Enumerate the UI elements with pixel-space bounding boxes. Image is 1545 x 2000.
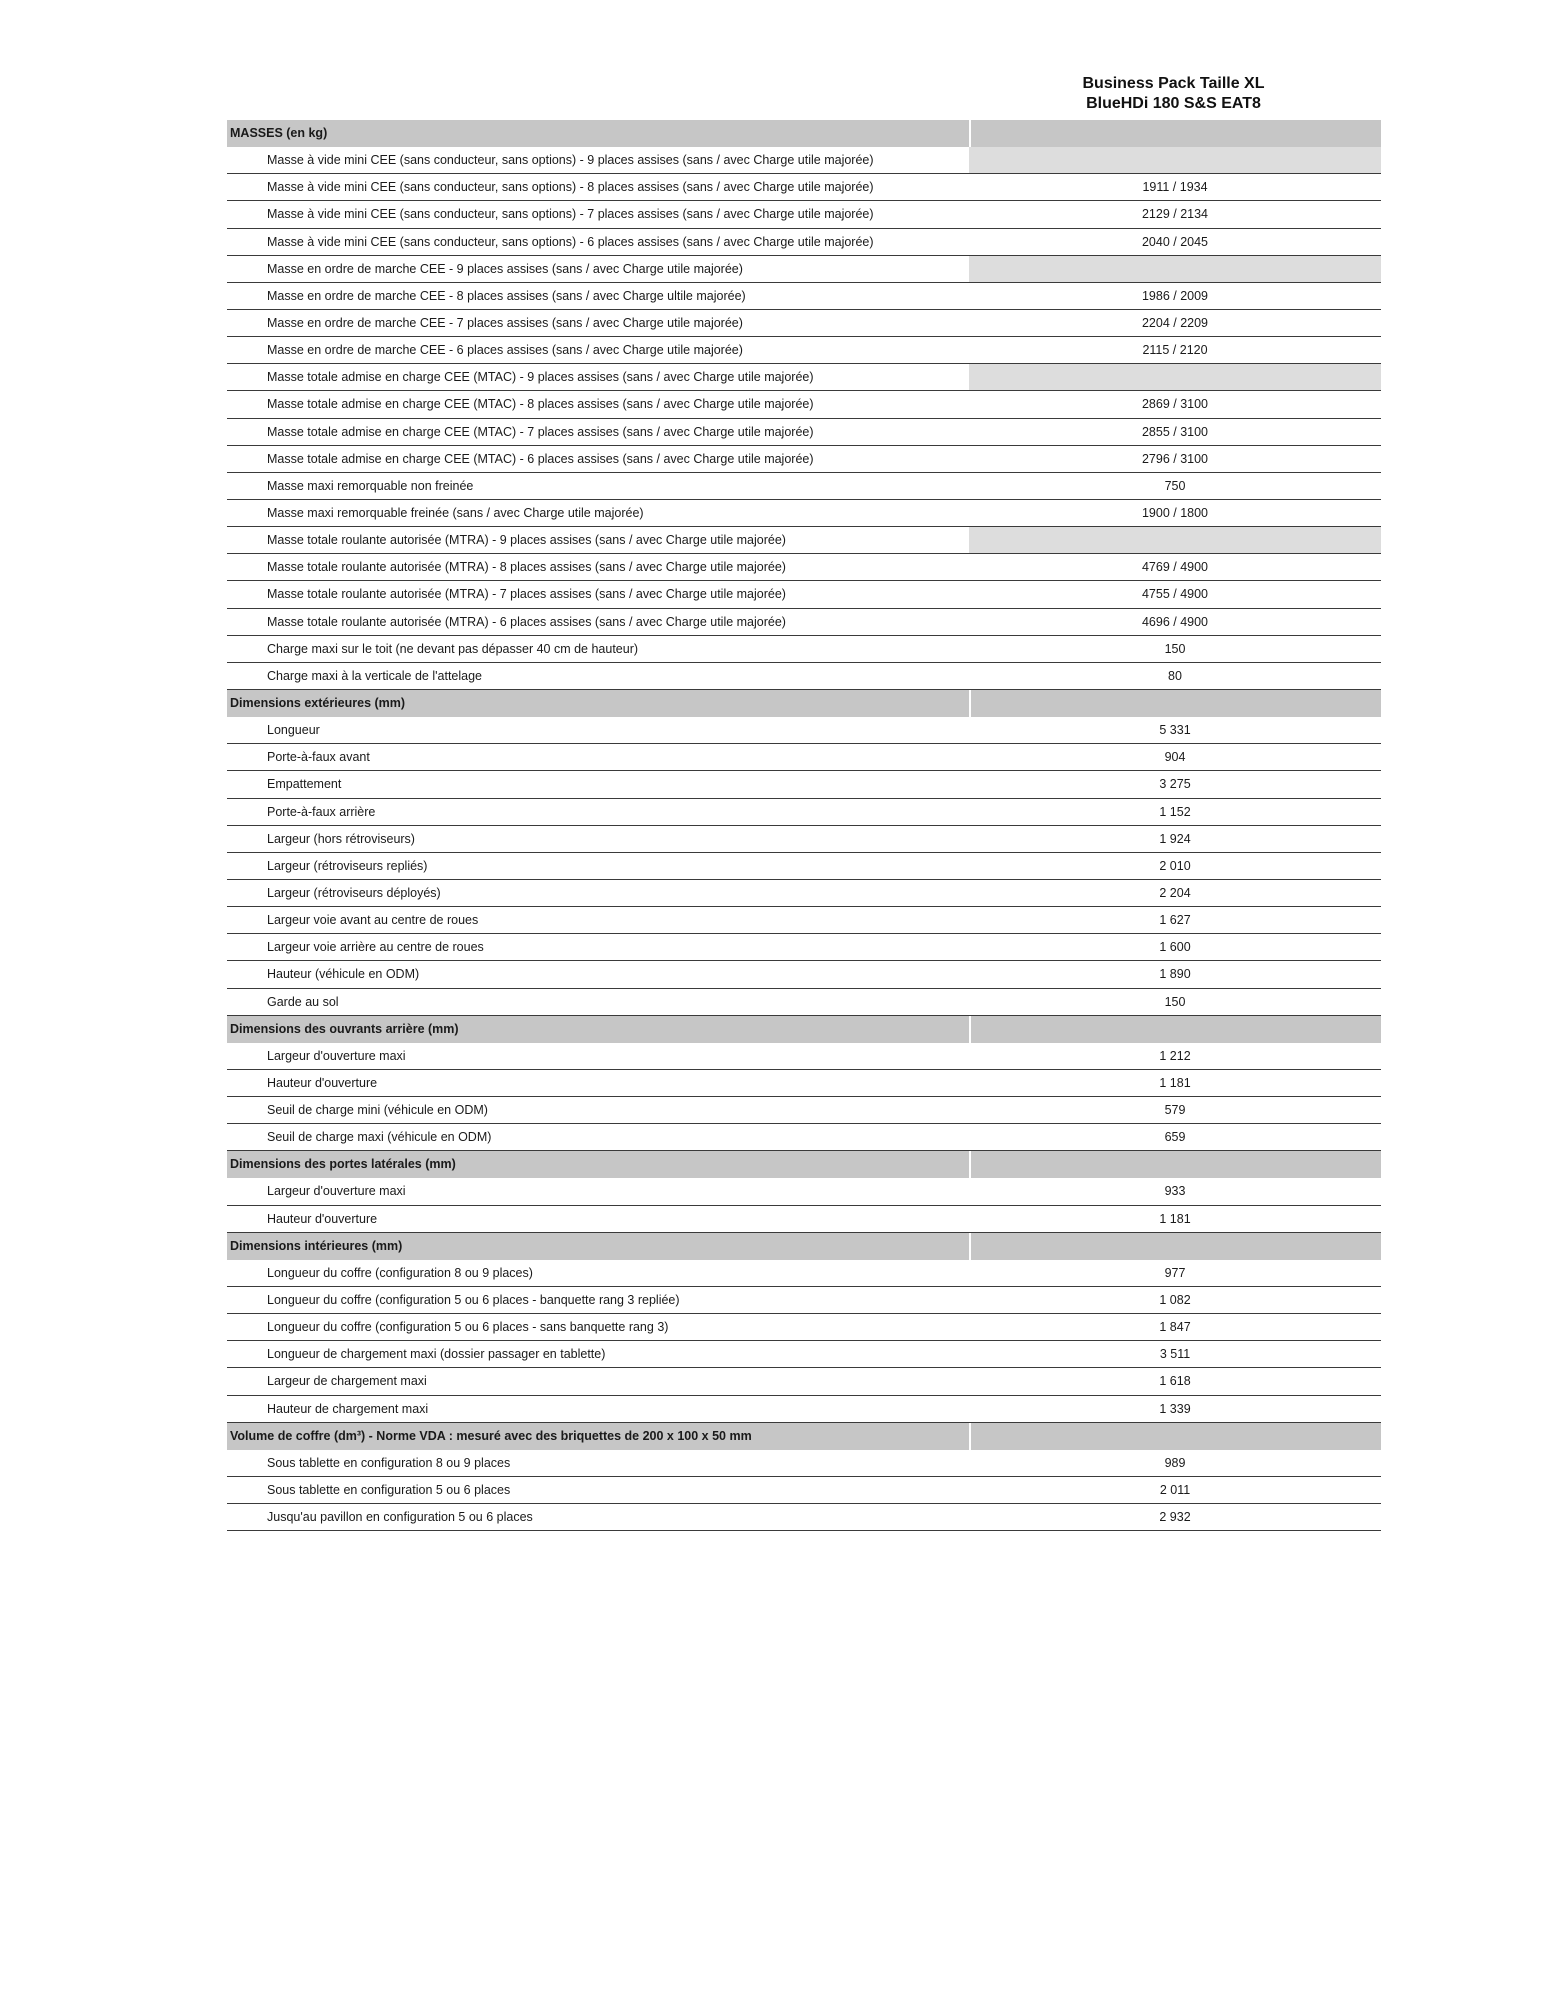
row-value: 2796 / 3100 [1141,451,1209,466]
table-row [227,1124,1381,1151]
section-title: MASSES (en kg) [230,126,328,140]
row-label: Largeur voie arrière au centre de roues [267,940,484,955]
section-header-row [227,1151,1381,1178]
row-value: 904 [1164,750,1186,765]
table-row [227,364,1381,391]
row-value: 2 011 [1159,1483,1191,1498]
table-row [227,826,1381,853]
table-row [227,473,1381,500]
row-label: Seuil de charge mini (véhicule en ODM) [267,1103,488,1118]
table-row [227,1477,1381,1504]
row-label: Porte-à-faux arrière [267,804,376,819]
table-row [227,174,1381,201]
row-label: Masse en ordre de marche CEE - 6 places assises (sans / avec Charge utile majorée) [267,343,743,358]
row-label: Masse en ordre de marche CEE - 9 places assises (sans / avec Charge utile majorée) [267,261,743,276]
row-label: Largeur voie avant au centre de roues [267,913,479,928]
table-row [227,337,1381,364]
row-label: Garde au sol [267,994,339,1009]
row-value: 150 [1164,994,1186,1009]
section-title: Dimensions des ouvrants arrière (mm) [230,1021,459,1036]
row-label: Masse à vide mini CEE (sans conducteur, sans options) - 9 places assises (sans / avec Charge utile majorée) [267,153,874,168]
row-label: Longueur de chargement maxi (dossier passager en tablette) [267,1347,606,1362]
table-row [227,147,1381,174]
row-value: 1 181 [1159,1075,1191,1090]
table-row [227,1504,1381,1531]
section-header-row [227,120,1381,147]
table-row [227,907,1381,934]
row-value: 4696 / 4900 [1141,614,1209,629]
row-label: Sous tablette en configuration 8 ou 9 places [267,1455,511,1470]
row-label: Hauteur (véhicule en ODM) [267,967,420,982]
row-label: Hauteur d'ouverture [267,1211,378,1226]
table-row [227,1206,1381,1233]
column-header [966,74,1381,114]
row-label: Masse à vide mini CEE (sans conducteur, sans options) - 8 places assises (sans / avec Charge utile majorée) [267,180,874,195]
row-label: Longueur du coffre (configuration 5 ou 6 places - banquette rang 3 repliée) [267,1293,680,1308]
table-row [227,554,1381,581]
row-value [969,1423,1381,1450]
row-value: 1 600 [1159,940,1191,955]
table-row [227,799,1381,826]
row-label: Masse maxi remorquable freinée (sans / avec Charge utile majorée) [267,505,644,520]
row-value: 150 [1164,641,1186,656]
row-value: 2855 / 3100 [1141,424,1209,439]
row-value: 2 204 [1159,885,1191,900]
row-label: Largeur (rétroviseurs déployés) [267,885,441,900]
row-value: 2869 / 3100 [1141,397,1209,412]
row-value: 1 082 [1159,1293,1191,1308]
row-label: Masse totale roulante autorisée (MTRA) - 8 places assises (sans / avec Charge utile majorée) [267,560,786,575]
table-row [227,1097,1381,1124]
table-row [227,636,1381,663]
row-value: 1 618 [1159,1374,1191,1389]
table-row [227,663,1381,690]
row-value [969,1151,1381,1178]
row-label: Jusqu'au pavillon en configuration 5 ou 6 places [267,1510,533,1525]
row-value: 1 339 [1159,1401,1191,1416]
row-label: Masse totale admise en charge CEE (MTAC) - 9 places assises (sans / avec Charge utile majorée) [267,370,814,385]
table-row [227,853,1381,880]
row-value: 4769 / 4900 [1141,560,1209,575]
spec-table [227,120,1381,1531]
row-value: 2129 / 2134 [1141,207,1209,222]
row-label: Largeur d'ouverture maxi [267,1048,406,1063]
row-label: Masse totale admise en charge CEE (MTAC) - 8 places assises (sans / avec Charge utile majorée) [267,397,814,412]
table-row [227,581,1381,608]
row-label: Longueur du coffre (configuration 5 ou 6 places - sans banquette rang 3) [267,1320,669,1335]
column-header-line2: BlueHDi 180 S&S EAT8 [1086,95,1261,112]
table-row [227,310,1381,337]
row-label: Longueur du coffre (configuration 8 ou 9 places) [267,1265,533,1280]
row-label: Seuil de charge maxi (véhicule en ODM) [267,1130,492,1145]
table-row [227,1178,1381,1205]
table-row [227,500,1381,527]
row-label: Masse totale roulante autorisée (MTRA) - 7 places assises (sans / avec Charge utile majorée) [267,587,786,602]
row-value: 2 932 [1159,1510,1191,1525]
row-label: Largeur de chargement maxi [267,1374,427,1389]
row-value [969,1016,1381,1043]
row-value: 989 [1164,1455,1186,1470]
row-label: Charge maxi sur le toit (ne devant pas dépasser 40 cm de hauteur) [267,641,639,656]
table-row [227,934,1381,961]
table-row [227,527,1381,554]
table-row [227,744,1381,771]
table-row [227,717,1381,744]
row-value: 1 181 [1159,1211,1191,1226]
row-value [969,527,1381,553]
table-row [227,419,1381,446]
column-header-line1: Business Pack Taille XL [1082,75,1265,92]
row-value: 1 924 [1159,831,1191,846]
row-label: Sous tablette en configuration 5 ou 6 places [267,1483,511,1498]
row-value: 80 [1168,668,1182,683]
row-value: 4755 / 4900 [1141,587,1209,602]
section-title: Volume de coffre (dm³) - Norme VDA : mesuré avec des briquettes de 200 x 100 x 50 mm [230,1428,752,1443]
row-label: Masse en ordre de marche CEE - 8 places assises (sans / avec Charge ultile majorée) [267,288,746,303]
table-row [227,880,1381,907]
row-value: 3 275 [1159,777,1191,792]
row-value: 5 331 [1159,723,1191,738]
row-label: Masse totale admise en charge CEE (MTAC) - 6 places assises (sans / avec Charge utile majorée) [267,451,814,466]
row-value: 579 [1164,1103,1186,1118]
row-value: 1 212 [1159,1048,1191,1063]
table-row [227,1260,1381,1287]
section-header-row [227,1423,1381,1450]
table-row [227,1341,1381,1368]
row-label: Masse à vide mini CEE (sans conducteur, sans options) - 6 places assises (sans / avec Charge utile majorée) [267,234,874,249]
table-row [227,446,1381,473]
table-row [227,1368,1381,1395]
row-label: Masse totale admise en charge CEE (MTAC) - 7 places assises (sans / avec Charge utile majorée) [267,424,814,439]
row-value: 750 [1164,478,1186,493]
row-value: 659 [1164,1130,1186,1145]
table-row [227,1043,1381,1070]
table-row [227,229,1381,256]
row-value: 933 [1164,1184,1186,1199]
table-row [227,609,1381,636]
table-row [227,771,1381,798]
row-value: 1 152 [1159,804,1191,819]
row-label: Largeur (hors rétroviseurs) [267,831,415,846]
table-row [227,1314,1381,1341]
row-value: 2 010 [1159,858,1191,873]
row-label: Masse totale roulante autorisée (MTRA) - 9 places assises (sans / avec Charge utile majorée) [267,533,786,548]
row-value [969,256,1381,282]
row-label: Charge maxi à la verticale de l'attelage [267,668,483,683]
row-label: Empattement [267,777,342,792]
row-label: Masse à vide mini CEE (sans conducteur, sans options) - 7 places assises (sans / avec Charge utile majorée) [267,207,874,222]
section-header-row [227,690,1381,717]
row-value: 1911 / 1934 [1142,180,1208,195]
row-value [969,1233,1381,1260]
section-header-row [227,1016,1381,1043]
row-value: 2204 / 2209 [1141,315,1209,330]
row-label: Masse maxi remorquable non freinée [267,478,474,493]
section-title: Dimensions des portes latérales (mm) [230,1157,456,1172]
row-label: Largeur d'ouverture maxi [267,1184,406,1199]
row-value: 1900 / 1800 [1141,505,1209,520]
table-row [227,256,1381,283]
row-value [969,120,1381,147]
table-row [227,1070,1381,1097]
table-row [227,1396,1381,1423]
row-value: 977 [1164,1265,1186,1280]
section-title: Dimensions extérieures (mm) [230,695,406,710]
table-row [227,1287,1381,1314]
row-value: 1 627 [1159,913,1191,928]
row-label: Hauteur de chargement maxi [267,1401,429,1416]
table-row [227,283,1381,310]
row-label: Masse totale roulante autorisée (MTRA) - 6 places assises (sans / avec Charge utile majorée) [267,614,786,629]
row-value: 1 890 [1159,967,1191,982]
row-value: 1986 / 2009 [1141,288,1209,303]
table-row [227,961,1381,988]
row-value: 2040 / 2045 [1141,234,1209,249]
row-value: 2115 / 2120 [1142,343,1208,358]
section-title: Dimensions intérieures (mm) [230,1238,403,1253]
section-header-row [227,1233,1381,1260]
table-row [227,989,1381,1016]
row-value [969,690,1381,717]
row-label: Longueur [267,723,320,738]
row-value [969,364,1381,390]
row-value [969,147,1381,173]
row-label: Largeur (rétroviseurs repliés) [267,858,428,873]
row-value: 3 511 [1159,1347,1191,1362]
row-label: Masse en ordre de marche CEE - 7 places assises (sans / avec Charge utile majorée) [267,315,743,330]
row-label: Hauteur d'ouverture [267,1075,378,1090]
table-row [227,1450,1381,1477]
table-row [227,391,1381,418]
row-value: 1 847 [1159,1320,1191,1335]
table-row [227,201,1381,228]
row-label: Porte-à-faux avant [267,750,370,765]
